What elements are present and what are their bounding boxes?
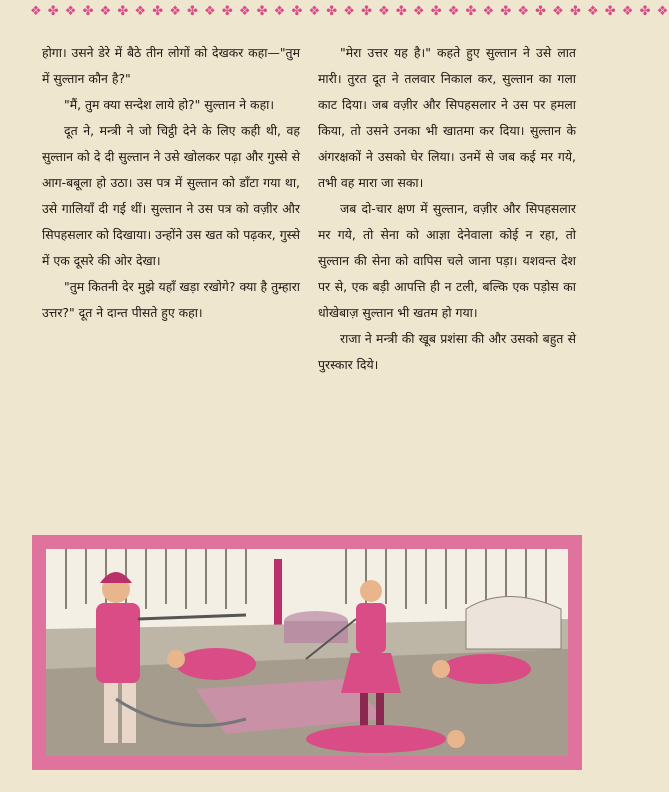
illustration-frame [32, 535, 582, 770]
right-column [318, 40, 576, 378]
paragraph: "तुम कितनी देर मुझे यहाँ खड़ा रखोगे? क्या है तुम्हारा उत्तर?" दूत ने दान्त पीसते हुए कहा। [42, 279, 300, 320]
paragraph: होगा। उसने डेरे में बैठे तीन लोगों को देखकर कहा—"तुम में सुल्तान कौन है?" [42, 45, 300, 86]
battle-illustration [46, 549, 568, 756]
decorative-border: ❖ ✤ ❖ ✤ ❖ ✤ ❖ ✤ ❖ ✤ ❖ ✤ ❖ ✤ ❖ ✤ ❖ ✤ ❖ ✤ ❖ ✤ ❖ ✤ ❖ ✤ ❖ ✤ ❖ ✤ ❖ ✤ ❖ ✤ ❖ ✤ ❖ [30, 4, 669, 19]
paragraph: "मेरा उत्तर यह है।" कहते हुए सुल्तान ने उसे लात मारी। तुरत दूत ने तलवार निकाल कर, सुल्तान का गला काट दिया। जब वज़ीर और सिपहसलार ने उस पर हमला किया, तो उसने उनका भी खातमा कर दिया। सुल्तान के अंगरक्षकों ने उसको घेर लिया। उनमें से जब कई मर गये, तभी वह मारा जा सका। [318, 45, 576, 190]
paragraph: "मैं, तुम क्या सन्देश लाये हो?" सुल्तान ने कहा। [64, 97, 275, 112]
paragraph: राजा ने मन्त्री की खूब प्रशंसा की और उसको बहुत से पुरस्कार दिये। [318, 331, 576, 372]
paragraph: दूत ने, मन्त्री ने जो चिट्ठी देने के लिए कही थी, वह सुल्तान को दे दी सुल्तान ने उसे खोलकर पढ़ा और गुस्से से आग-बबूला हो उठा। उस पत्र में सुल्तान को डाँटा गया था, उसे गालियाँ दी गई थीं। सुल्तान ने उस पत्र को वज़ीर और सिपहसलार को दिखाया। उन्होंने उस खत को पढ़कर, गुस्से में एक दूसरे की ओर देखा। [42, 123, 300, 268]
paragraph: जब दो-चार क्षण में सुल्तान, वज़ीर और सिपहसलार मर गये, तो सेना को आज्ञा देनेवाला कोई न रहा, तो सुल्तान की सेना को वापिस चले जाना पड़ा। यशवन्त देश पर से, एक बड़ी आपत्ति ही न टली, बल्कि एक पड़ोस का धोखेबाज़ सुल्तान भी खतम हो गया। [318, 201, 576, 320]
left-column [42, 40, 300, 326]
